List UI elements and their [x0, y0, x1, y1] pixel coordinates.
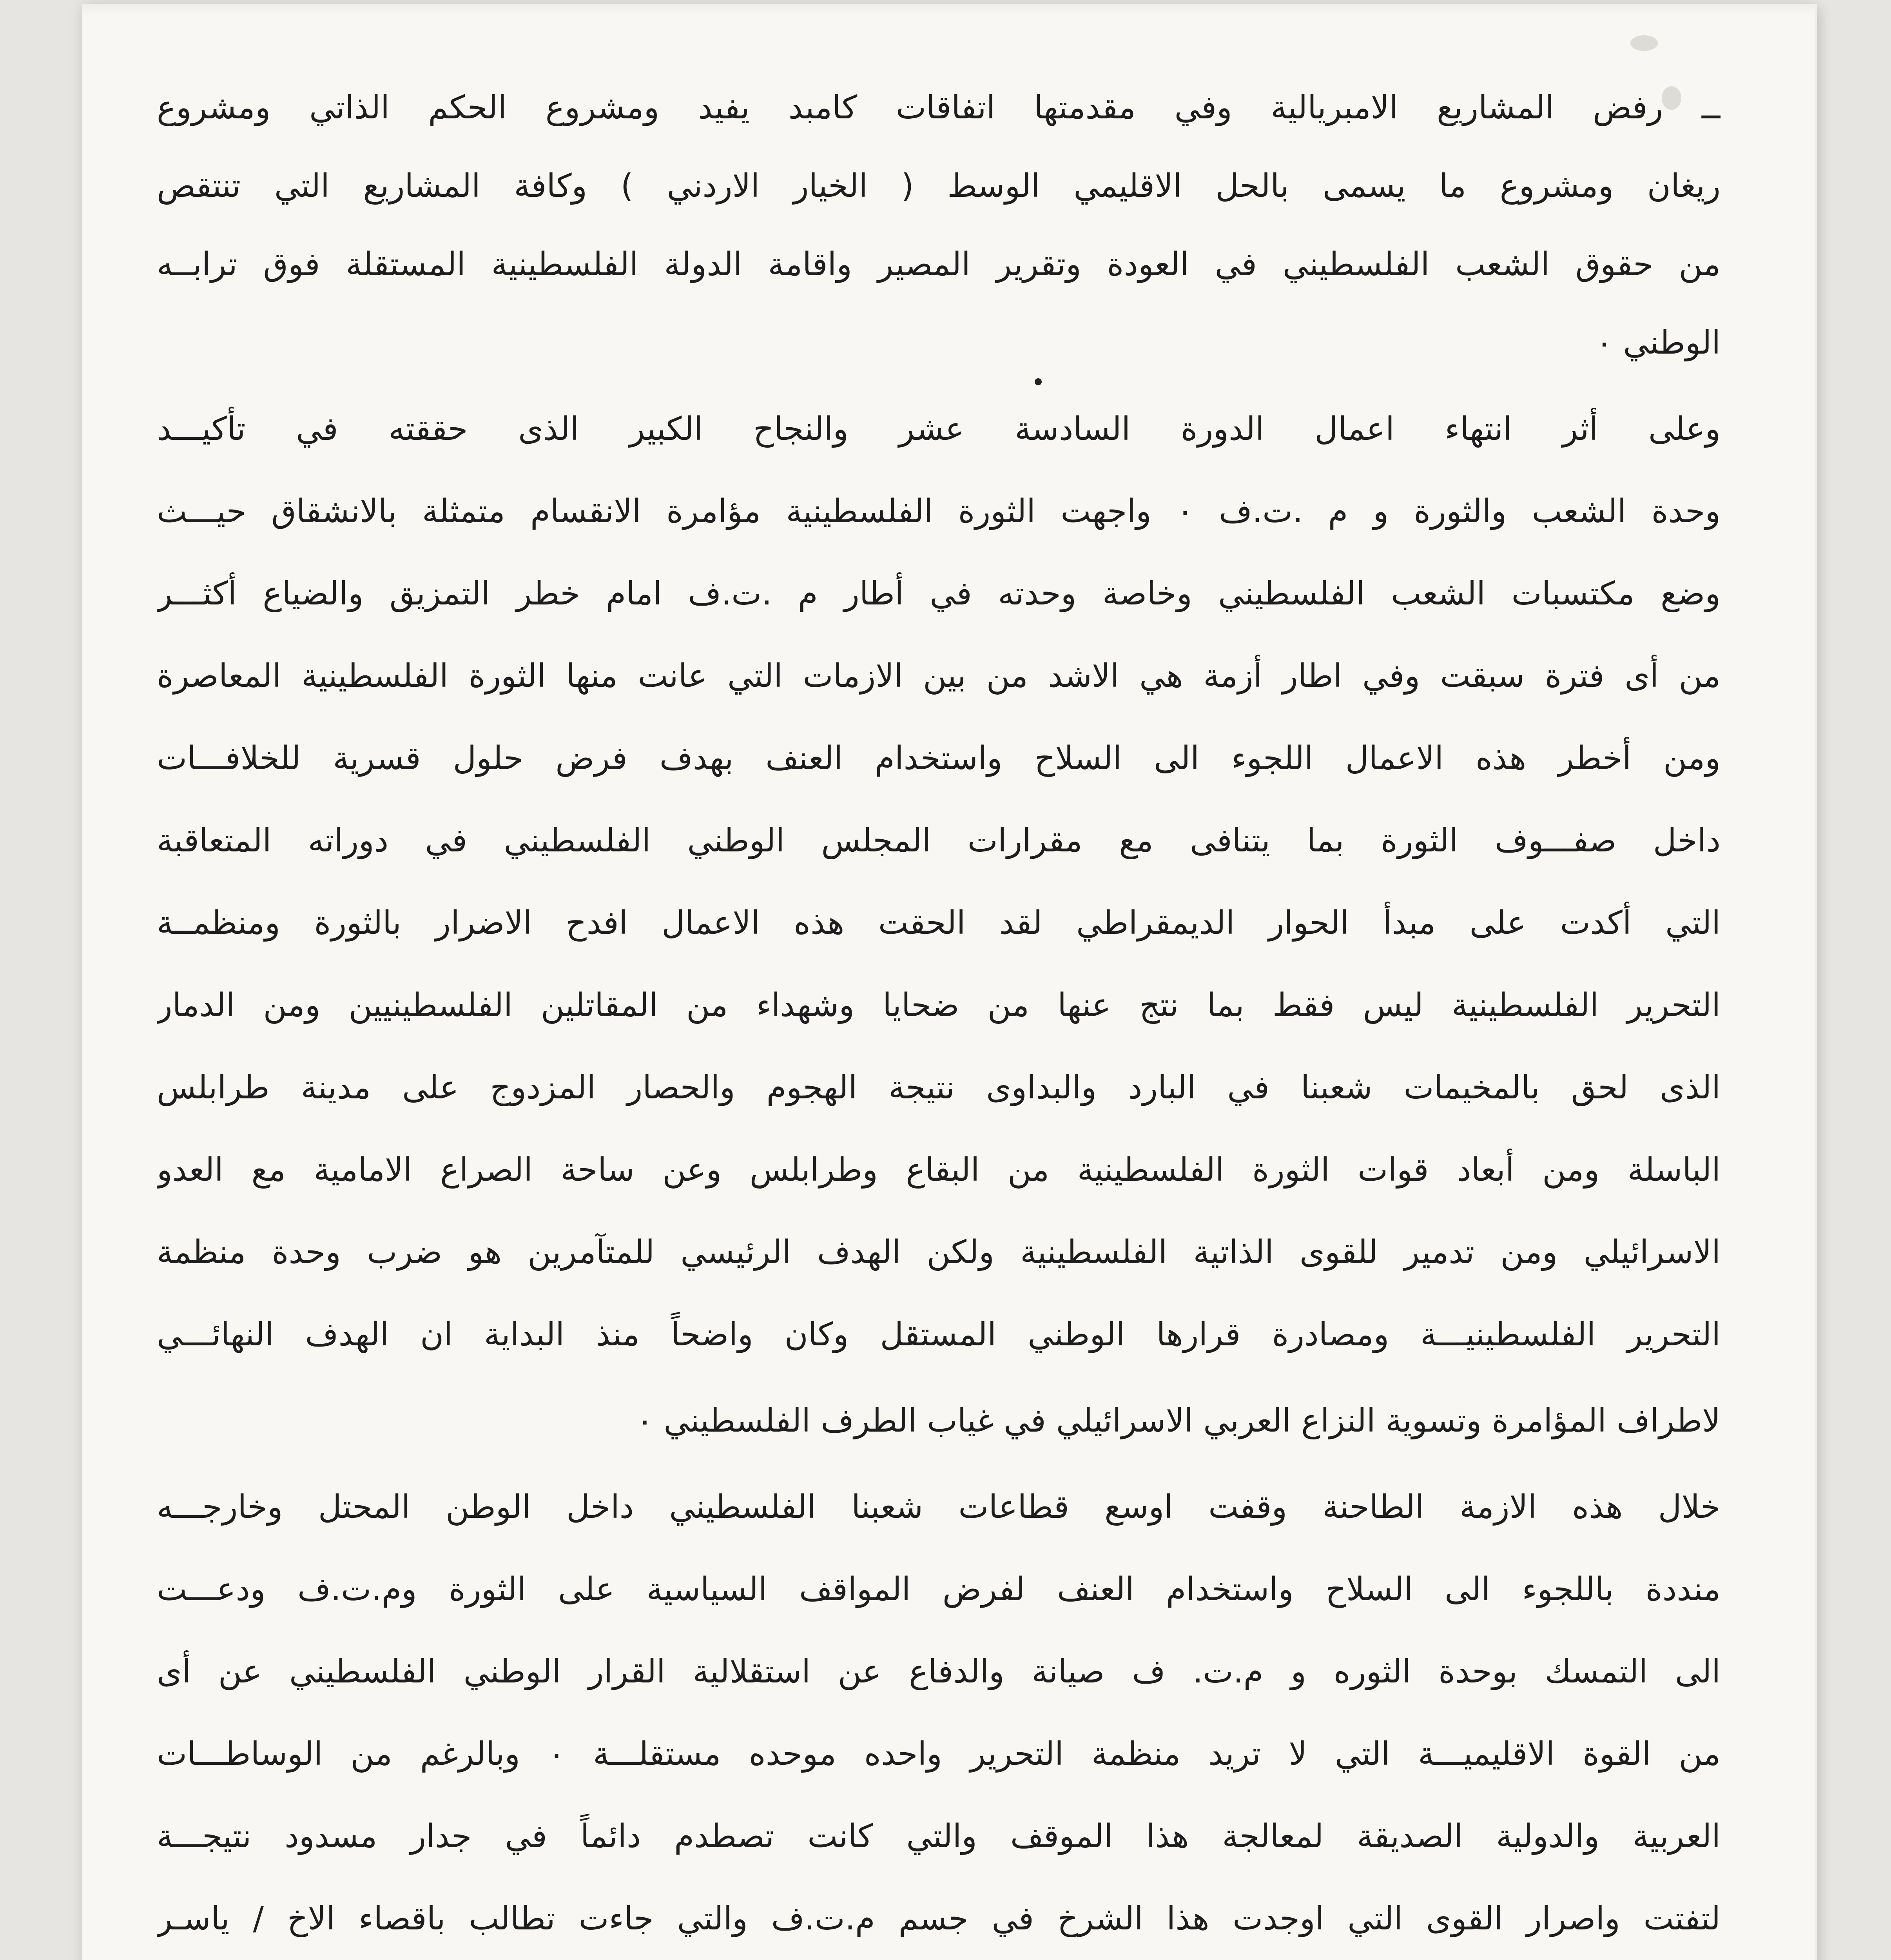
text-line: الباسلة ومن أبعاد قوات الثورة الفلسطينية من البقاع وطرابلس وعن ساحة الصراع الامامية مع العدو [157, 1151, 1721, 1189]
text-line: لتفتت واصرار القوى التي اوجدت هذا الشرخ في جسم م.ت.ف والتي جاءت تطالب باقصاء الاخ / ياسـر [157, 1900, 1721, 1937]
text-line: ومن أخطر هذه الاعمال اللجوء الى السلاح واستخدام العنف بهدف فرض حلول قسرية للخلافـــات [157, 740, 1721, 777]
document-page [82, 4, 1817, 1960]
text-line: منددة باللجوء الى السلاح واستخدام العنف لفرض المواقف السياسية على الثورة وم.ت.ف ودعـــت [157, 1571, 1721, 1608]
text-line: وضع مكتسبات الشعب الفلسطيني وخاصة وحدته في أطار م .ت.ف امام خطر التمزيق والضياع أكثـــر [157, 575, 1721, 612]
text-line: وعلى أثر انتهاء اعمال الدورة السادسة عشر والنجاح الكبير الذى حققته في تأكيـــد [157, 410, 1721, 448]
text-line: الى التمسك بوحدة الثوره و م.ت. ف صيانة والدفاع عن استقلالية القرار الوطني الفلسطيني عن أى [157, 1653, 1721, 1690]
text-line: ــ رفض المشاريع الامبريالية وفي مقدمتها اتفاقات كامبد يفيد ومشروع الحكم الذاتي ومشروع [157, 89, 1721, 126]
text-line: وحدة الشعب والثورة و م .ت.ف ٠ واجهت الثورة الفلسطينية مؤامرة الانقسام متمثلة بالانشقاق حيـــث [157, 493, 1721, 530]
text-line: خلال هذه الازمة الطاحنة وقفت اوسع قطاعات شعبنا الفلسطيني داخل الوطن المحتل وخارجـــه [157, 1488, 1721, 1526]
text-line: التي أكدت على مبدأ الحوار الديمقراطي لقد الحقت هذه الاعمال افدح الاضرار بالثورة ومنظمــة [157, 904, 1721, 942]
text-line: التحرير الفلسطينيـــة ومصادرة قرارها الوطني المستقل وكان واضحاً منذ البداية ان الهدف النهائـــي [157, 1316, 1721, 1353]
paper-blemish [1630, 35, 1658, 51]
text-line: التحرير الفلسطينية ليس فقط بما نتج عنها من ضحايا وشهداء من المقاتلين الفلسطينيين ومن الدمار [157, 987, 1721, 1024]
text-line: الذى لحق بالمخيمات شعبنا في البارد والبداوى نتيجة الهجوم والحصار المزدوج على مدينة طرابلس [157, 1069, 1721, 1106]
text-line: من أى فترة سبقت وفي اطار أزمة هي الاشد من بين الازمات التي عانت منها الثورة الفلسطينية المعاصرة [157, 657, 1721, 695]
text-line: من القوة الاقليميـــة التي لا تريد منظمة التحرير واحده موحده مستقلـــة ٠ وبالرغم من الوساطـــات [157, 1735, 1721, 1773]
text-line: من حقوق الشعب الفلسطيني في العودة وتقرير المصير واقامة الدولة الفلسطينية المستقلة فوق ترابــه [157, 246, 1721, 283]
text-line: داخل صفـــوف الثورة بما يتنافى مع مقرارات المجلس الوطني الفلسطيني في دوراته المتعاقبة [157, 822, 1721, 859]
text-line: العربية والدولية الصديقة لمعالجة هذا الموقف والتي كانت تصطدم دائماً في جدار مسدود نتيجـــة [157, 1818, 1721, 1855]
text-line: ريغان ومشروع ما يسمى بالحل الاقليمي الوسط ( الخيار الاردني ) وكافة المشاريع التي تنتقص [157, 167, 1721, 205]
text-line: لاطراف المؤامرة وتسوية النزاع العربي الاسرائيلي في غياب الطرف الفلسطيني ٠ [636, 1402, 1721, 1439]
ink-dot [1035, 378, 1042, 385]
text-line: الاسرائيلي ومن تدمير للقوى الذاتية الفلسطينية ولكن الهدف الرئيسي للمتآمرين هو ضرب وحدة منظمة [157, 1234, 1721, 1271]
text-line: الوطني ٠ [1595, 324, 1721, 361]
